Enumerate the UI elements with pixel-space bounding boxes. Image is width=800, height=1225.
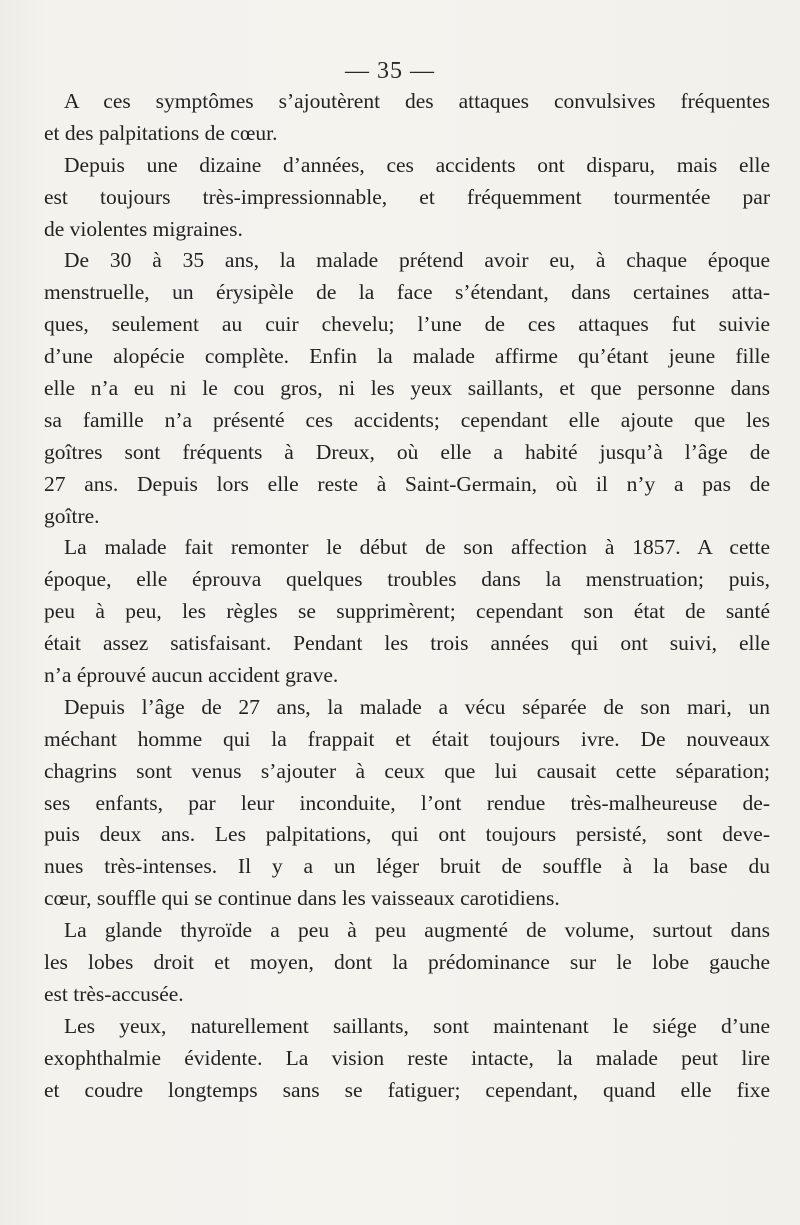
text-line: ques, seulement au cuir chevelu; l’une de ces attaques fut suivie bbox=[44, 312, 770, 337]
text-line: chagrins sont venus s’ajouter à ceux que lui causait cette séparation; bbox=[44, 758, 770, 783]
text-line: 27 ans. Depuis lors elle reste à Saint-Germain, où il n’y a pas de bbox=[44, 471, 770, 496]
paragraph bbox=[44, 692, 770, 915]
text-line: les lobes droit et moyen, dont la prédominance sur le lobe gauche bbox=[44, 950, 770, 975]
text-line: d’une alopécie complète. Enfin la malade affirme qu’étant jeune fille bbox=[44, 344, 770, 369]
text-line: menstruelle, un érysipèle de la face s’étendant, dans certaines atta- bbox=[44, 280, 770, 305]
text-line: elle n’a eu ni le cou gros, ni les yeux saillants, et que personne dans bbox=[44, 376, 770, 401]
text-line: méchant homme qui la frappait et était toujours ivre. De nouveaux bbox=[44, 726, 770, 751]
page-number: — 35 — bbox=[345, 58, 435, 84]
text-line: Les yeux, naturellement saillants, sont maintenant le siége d’une bbox=[64, 1013, 770, 1038]
paragraph bbox=[44, 245, 770, 532]
text-line: A ces symptômes s’ajoutèrent des attaques convulsives fréquentes bbox=[64, 89, 770, 113]
text-line: et des palpitations de cœur. bbox=[44, 120, 278, 145]
text-line: sa famille n’a présenté ces accidents; cependant elle ajoute que les bbox=[44, 407, 770, 432]
text-line: cœur, souffle qui se continue dans les vaisseaux carotidiens. bbox=[44, 886, 560, 911]
text-line: n’a éprouvé aucun accident grave. bbox=[44, 663, 339, 688]
text-line: De 30 à 35 ans, la malade prétend avoir eu, à chaque époque bbox=[64, 248, 770, 273]
text-line: exophthalmie évidente. La vision reste intacte, la malade peut lire bbox=[44, 1045, 770, 1070]
text-line: peu à peu, les règles se supprimèrent; cependant son état de santé bbox=[44, 599, 770, 624]
text-line: Depuis une dizaine d’années, ces accidents ont disparu, mais elle bbox=[64, 152, 770, 177]
paragraph bbox=[44, 1011, 770, 1107]
text-line: nues très-intenses. Il y a un léger bruit de souffle à la base du bbox=[44, 854, 770, 879]
body-text bbox=[44, 86, 770, 1107]
text-line: goîtres sont fréquents à Dreux, où elle a habité jusqu’à l’âge de bbox=[44, 439, 770, 464]
text-line: Depuis l’âge de 27 ans, la malade a vécu séparée de son mari, un bbox=[64, 694, 770, 719]
text-line: époque, elle éprouva quelques troubles dans la menstruation; puis, bbox=[44, 567, 770, 592]
text-line: est très-accusée. bbox=[44, 981, 184, 1006]
text-line: La malade fait remonter le début de son affection à 1857. A cette bbox=[64, 535, 770, 560]
paragraph bbox=[44, 915, 770, 1011]
text-line: La glande thyroïde a peu à peu augmenté de volume, surtout dans bbox=[64, 918, 770, 943]
text-line: ses enfants, par leur inconduite, l’ont rendue très-malheureuse de- bbox=[44, 790, 770, 815]
text-line: est toujours très-impressionnable, et fréquemment tourmentée par bbox=[44, 184, 770, 209]
text-line: de violentes migraines. bbox=[44, 216, 243, 241]
paragraph bbox=[44, 150, 770, 246]
text-line: était assez satisfaisant. Pendant les trois années qui ont suivi, elle bbox=[44, 631, 770, 656]
text-line: puis deux ans. Les palpitations, qui ont toujours persisté, sont deve- bbox=[44, 822, 770, 847]
paragraph bbox=[44, 532, 770, 691]
text-line: et coudre longtemps sans se fatiguer; cependant, quand elle fixe bbox=[44, 1077, 770, 1102]
paragraph bbox=[44, 86, 770, 150]
text-line: goître. bbox=[44, 503, 100, 528]
